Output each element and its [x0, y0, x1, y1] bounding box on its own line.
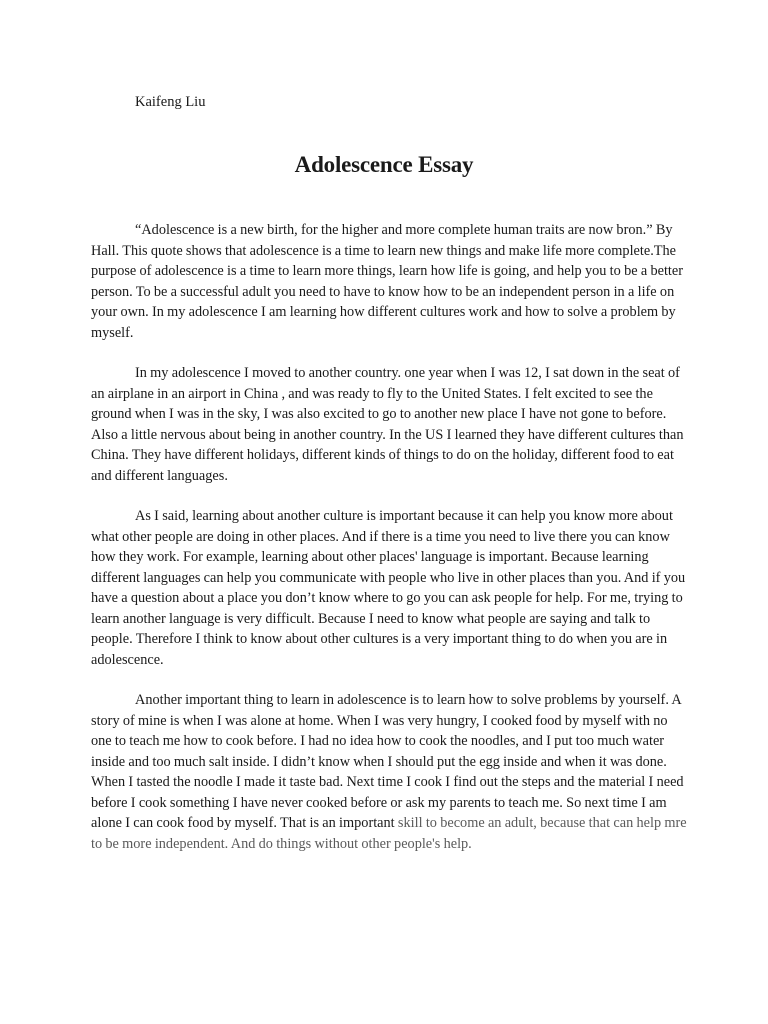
author-name: Kaifeng Liu — [135, 94, 206, 110]
paragraph-4-main: Another important thing to learn in adolescence is to learn how to solve problems by yourself. A story of mine is when I was alone at home. When I was very hungry, I cooked food by myself with no one to teach me how to cook before. I had no idea how to cook the noodles, and I put too much water inside and too much salt inside. I didn’t know when I should put the egg inside and when it was done. When I tasted the noodle I made it taste bad. Next time I cook I find out the steps and the material I need before I cook something I have never cooked before or ask my parents to teach me. So next time I am alone I can cook food by myself. That is an important — [91, 692, 684, 831]
essay-body — [91, 220, 687, 874]
paragraph-2: In my adolescence I moved to another country. one year when I was 12, I sat down in the seat of an airplane in an airport in China , and was ready to fly to the United States. I felt excited to see the ground when I was in the sky, I was also excited to go to another new place I have not gone to before. Also a little nervous about being in another country. In the US I learned they have different cultures than China. They have different holidays, different kinds of things to do on the holiday, different food to eat and different languages. — [91, 365, 684, 484]
essay-title: Adolescence Essay — [294, 152, 474, 177]
paragraph-4-tail: skill to become an adult, because that can help mre to be more independent. And do things without other people's help. — [91, 815, 687, 852]
paragraph-3: As I said, learning about another culture is important because it can help you know more about what other people are doing in other places. And if there is a time you need to live there you can know how they work. For example, learning about other places' language is important. Because learning different languages can help you communicate with people who live in other places than you. And if you have a question about a place you don’t know where to go you can ask people for help. For me, trying to learn another language is very difficult. Because I need to know what people are saying and talk to people. Therefore I think to know about other cultures is a very important thing to do when you are in adolescence. — [91, 508, 686, 668]
paragraph-4 — [91, 690, 687, 854]
paragraph-1: “Adolescence is a new birth, for the higher and more complete human traits are now bron.” By Hall. This quote shows that adolescence is a time to learn new things and make life more complete.The purpose of adolescence is a time to learn more things, learn how life is going, and help you to be a better person. To be a successful adult you need to have to know how to be an independent person in a life on your own. In my adolescence I am learning how different cultures work and how to solve a problem by myself. — [91, 222, 684, 341]
